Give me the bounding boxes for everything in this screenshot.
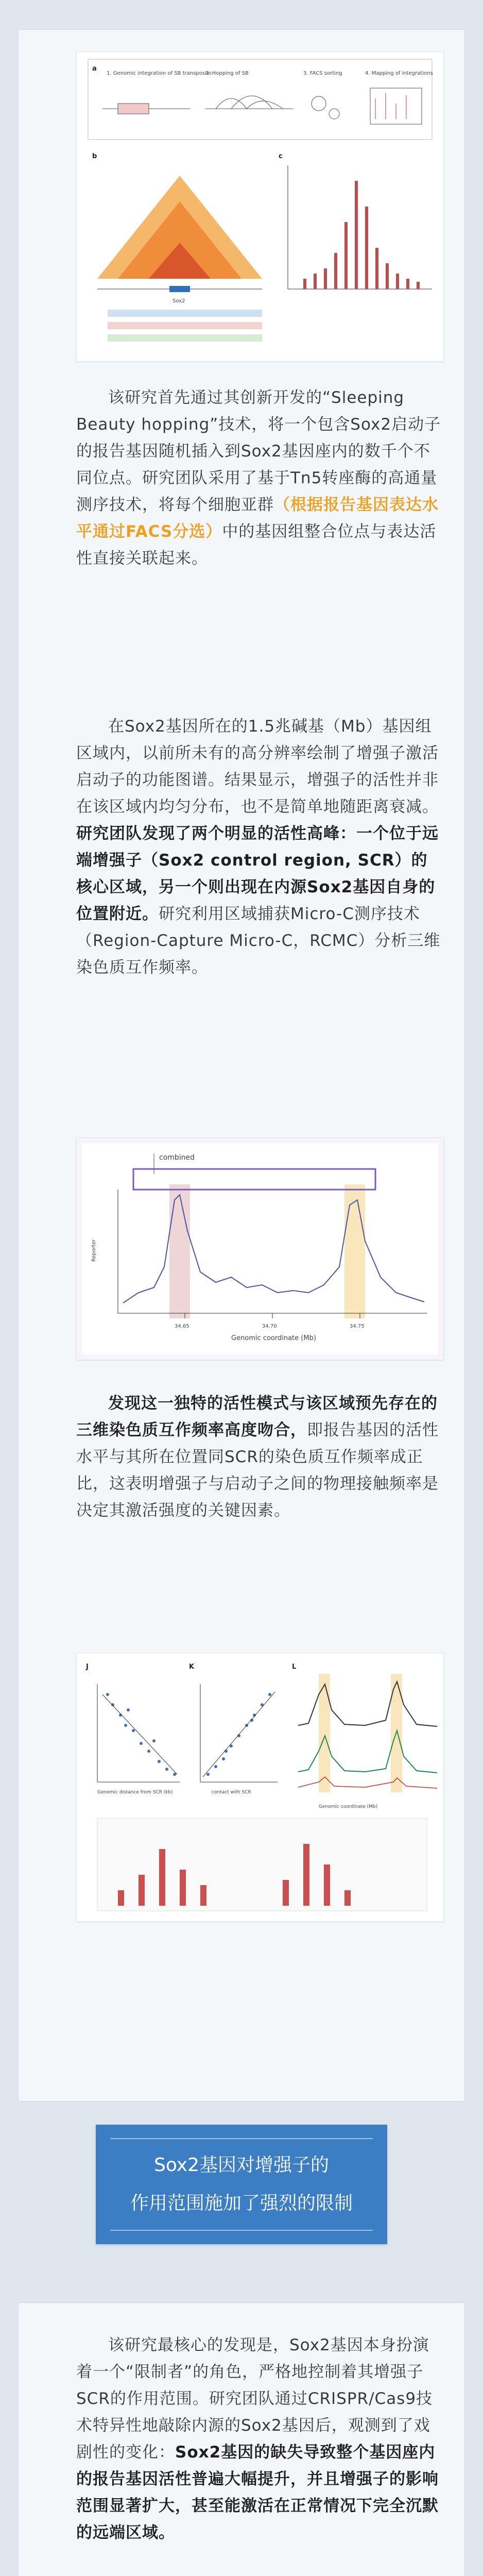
figure-sb-hopping: [76, 52, 444, 362]
gene-label-sox2: Sox2: [173, 298, 185, 304]
para4-bold: Sox2基因的缺失导致整个基因座内的报告基因活性普遍大幅提升，并且增强子的影响范围显著扩大，甚至能激活在正常情况下完全沉默的远端区域。: [76, 2443, 439, 2542]
figure-reporter-profile: [76, 1138, 444, 1360]
panel-label-b: b: [92, 152, 97, 160]
para1-text-2: 中的基因组整合位点与表达活性直接关联起来。: [76, 522, 437, 568]
x-tick-2: 34.70: [262, 1324, 277, 1329]
panel-label-l: L: [292, 1663, 297, 1671]
figure-contact-correlation: [76, 1653, 444, 1922]
y-axis-label: Reporter: [91, 1239, 97, 1262]
para2-text-1: 在Sox2基因所在的1.5兆碱基（Mb）基因组区域内，以前所未有的高分辨率绘制了增强子激活启动子的功能图谱。结果显示，增强子的活性并非在该区域内均匀分布，也不是简单地随距离衰减。: [76, 717, 439, 816]
x-tick-3: 34.75: [350, 1324, 365, 1329]
para1-text-1: 该研究首先通过其创新开发的“Sleeping Beauty hopping”技术，将一个包含Sox2启动子的报告基因随机插入到Sox2基因座内的数千个不同位点。研究团队采用了基于Tn5转座酶的高通量测序技术，将每个细胞亚群: [76, 388, 441, 514]
x-label-k: contact with SCR: [212, 1790, 251, 1795]
section-title-top-rule: [110, 2138, 373, 2139]
panel-label-c: c: [279, 152, 283, 160]
section-title-gating: [96, 2125, 387, 2244]
step-4-label: 4. Mapping of integrations: [365, 71, 433, 76]
paragraph-sox2-limiter: [76, 2332, 443, 2546]
section-title-line-1: Sox2基因对增强子的: [154, 2155, 329, 2176]
x-label-l: Genomic coordinate (Mb): [319, 1804, 378, 1809]
step-2-label: 2. Hopping of SB: [205, 71, 249, 76]
paragraph-3d-contact: [76, 1390, 443, 1524]
para3-text: 即报告基因的活性水平与其所在位置同SCR的染色质互作频率成正比，这表明增强子与启动子之间的物理接触频率是决定其激活强度的关键因素。: [76, 1421, 439, 1520]
step-3-label: 3. FACS sorting: [303, 71, 342, 76]
panel-label-j: J: [86, 1663, 89, 1671]
panel-label-k: K: [189, 1663, 195, 1671]
paragraph-sb-hopping: [76, 384, 443, 572]
figure-reporter-profile-graphic: [77, 1138, 443, 1360]
paragraph-activity-map: [76, 713, 443, 981]
para4-text: 该研究最核心的发现是，Sox2基因本身扮演着一个“限制者”的角色，严格地控制着其增强子SCR的作用范围。研究团队通过CRISPR/Cas9技术特异性地敲除内源的Sox2基因后，观测到了戏剧性的变化：: [76, 2336, 433, 2462]
x-tick-1: 34.65: [175, 1324, 189, 1329]
section-title-line-2: 作用范围施加了强烈的限制: [130, 2193, 353, 2214]
x-axis-label: Genomic coordinate (Mb): [231, 1334, 316, 1342]
content-panel-2: [19, 2303, 464, 2576]
figure-contact-correlation-graphic: [77, 1653, 443, 1921]
para3-bold: 发现这一独特的活性模式与该区域预先存在的三维染色质互作频率高度吻合，: [76, 1394, 438, 1439]
para2-bold: 研究团队发现了两个明显的活性高峰：一个位于远端增强子（Sox2 control region, SCR）的核心区域，另一个则出现在内源Sox2基因自身的位置附近。: [76, 824, 439, 923]
legend-combined: combined: [159, 1154, 195, 1162]
panel-label-a: a: [92, 65, 97, 73]
section-title-bottom-rule: [110, 2230, 373, 2231]
para1-highlight: （根据报告基因表达水平通过FACS分选）: [76, 496, 439, 541]
x-label-j: Genomic distance from SCR (kb): [97, 1790, 173, 1795]
figure-sb-hopping-graphic: [77, 52, 443, 361]
step-1-label: 1. Genomic integration of SB transposon: [107, 71, 212, 76]
content-panel-1: [19, 30, 464, 2101]
para2-text-2: 研究利用区域捕获Micro-C测序技术（Region-Capture Micro-C，RCMC）分析三维染色质互作频率。: [76, 905, 441, 977]
